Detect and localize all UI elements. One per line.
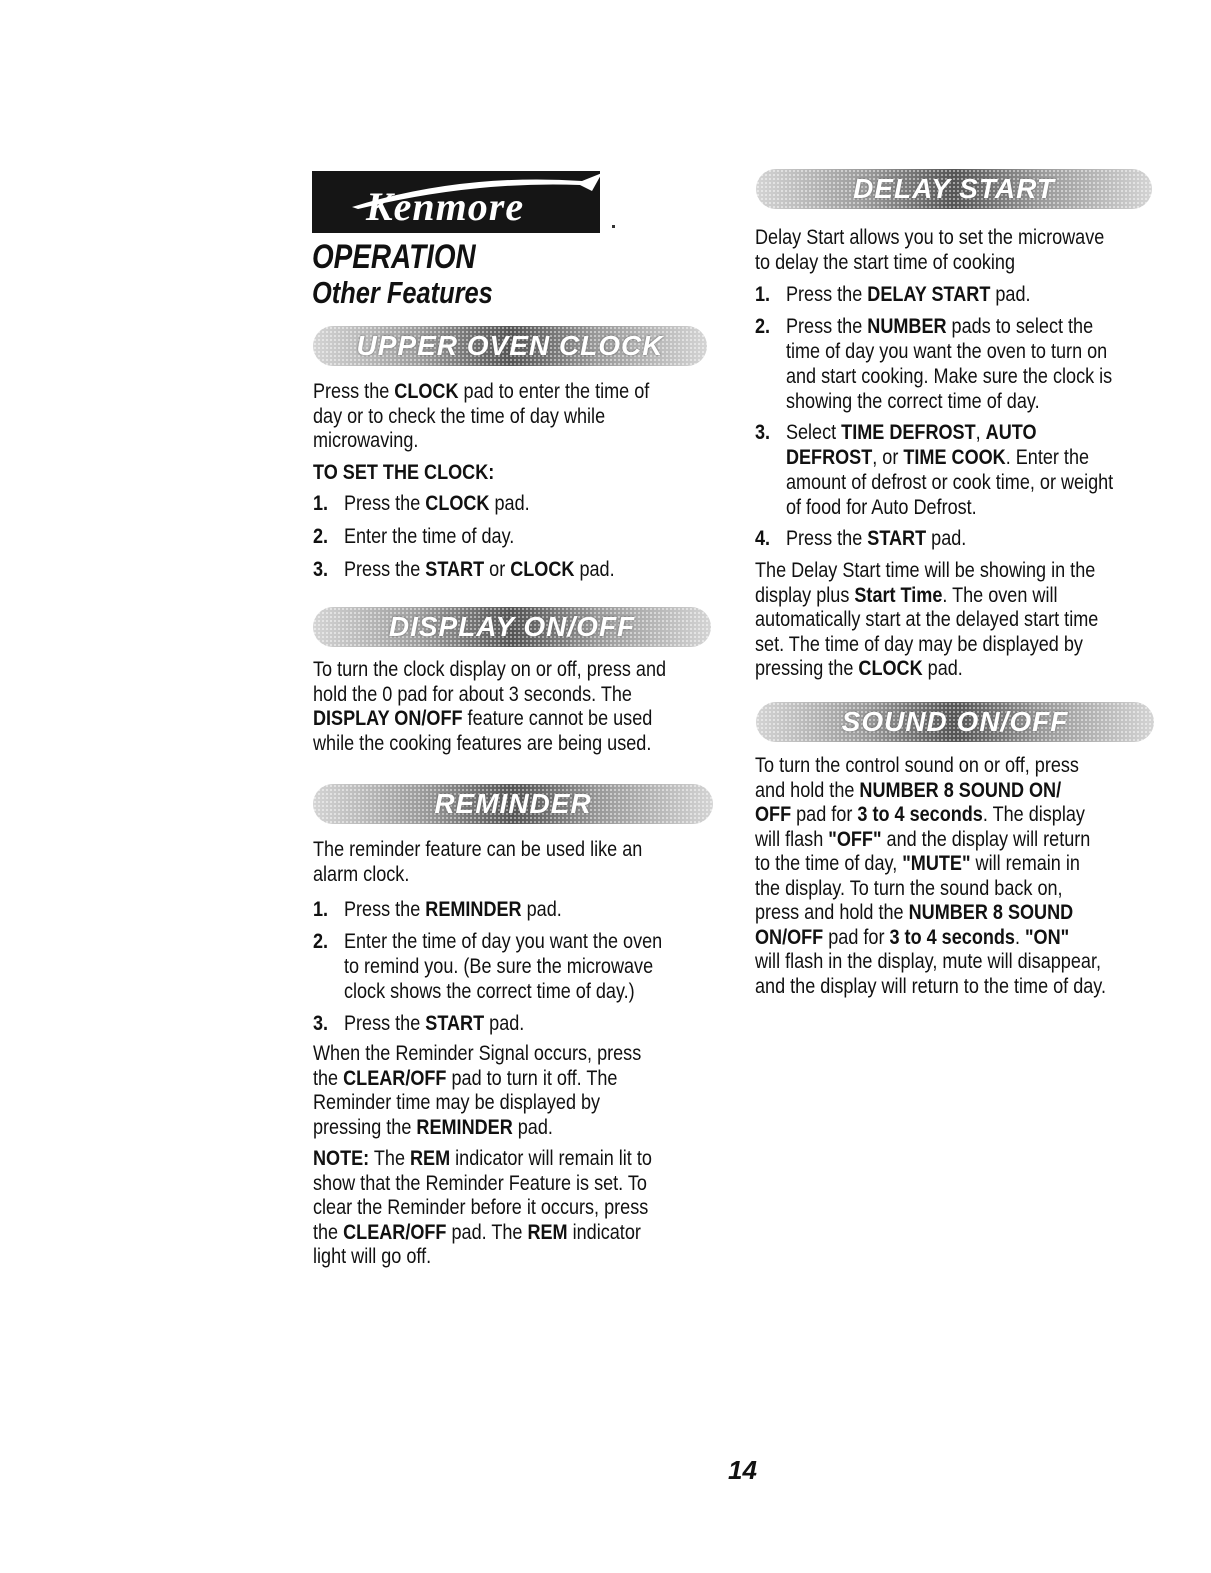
upper-oven-clock-intro: Press the CLOCK pad to enter the time of day or to check the time of day while microwaving.	[313, 380, 650, 452]
clock-step-2: 2. Enter the time of day.	[313, 525, 515, 548]
page-subtitle: Other Features	[312, 275, 493, 310]
delay-start-after: The Delay Start time will be showing in the display plus Start Time. The oven will automatically start at the delayed start time set. The time of day may be displayed by pressing the CLOCK pad.	[755, 559, 1099, 680]
banner-sound-onoff-label: SOUND ON/OFF	[841, 706, 1069, 737]
banner-delay-start	[756, 169, 1152, 209]
delay-step-1: 1. Press the DELAY START pad.	[755, 283, 1031, 306]
logo-text: Kenmore	[366, 184, 525, 229]
reminder-intro: The reminder feature can be used like an alarm clock.	[313, 838, 643, 886]
kenmore-logo	[312, 171, 616, 233]
delay-step-4: 4. Press the START pad.	[755, 527, 967, 550]
page-number: 14	[728, 1455, 757, 1485]
display-onoff-text: To turn the clock display on or off, press and hold the 0 pad for about 3 seconds. The DISPLAY ON/OFF feature cannot be used while the cooking features are being used.	[313, 658, 667, 755]
banner-upper-oven-clock-label: UPPER OVEN CLOCK	[356, 330, 664, 361]
banner-delay-start-label: DELAY START	[853, 173, 1055, 204]
delay-step-3: 3. Select TIME DEFROST, AUTO DEFROST, or TIME COOK. Enter the amount of defrost or cook time, or weight of food for Auto Defrost.	[755, 421, 1114, 519]
sound-onoff-text: To turn the control sound on or off, press and hold the NUMBER 8 SOUND ON/ OFF pad for 3 to 4 seconds. The display will flash "OFF" and the display will return to the time of day, "MUTE" will remain in the display. To turn the sound back on, press and hold the NUMBER 8 SOUND ON/OFF pad for 3 to 4 seconds. "ON" will flash in the display, mute will disappear, and the display will return to the time of day.	[755, 754, 1107, 998]
clock-step-1: 1. Press the CLOCK pad.	[313, 492, 530, 515]
logo-registered-mark	[612, 225, 615, 228]
page-title: OPERATION	[312, 238, 476, 276]
reminder-step-1: 1. Press the REMINDER pad.	[313, 898, 562, 921]
banner-display-onoff	[313, 607, 711, 647]
banner-reminder-label: REMINDER	[434, 788, 592, 819]
delay-step-2: 2. Press the NUMBER pads to select the time of day you want the oven to turn on and start cooking. Make sure the clock is showing the correct time of day.	[755, 315, 1113, 413]
reminder-note: NOTE: The REM indicator will remain lit to show that the Reminder Feature is set. To clear the Reminder before it occurs, press the CLEAR/OFF pad. The REM indicator light will go off.	[313, 1147, 652, 1268]
banner-reminder	[313, 784, 713, 824]
reminder-step-3: 3. Press the START pad.	[313, 1012, 525, 1035]
reminder-signal-text: When the Reminder Signal occurs, press the CLEAR/OFF pad to turn it off. The Reminder time may be displayed by pressing the REMINDER pad.	[313, 1042, 642, 1139]
delay-start-intro: Delay Start allows you to set the microwave to delay the start time of cooking	[755, 226, 1105, 274]
banner-sound-onoff	[756, 702, 1154, 742]
set-clock-heading: TO SET THE CLOCK:	[313, 461, 495, 484]
banner-display-onoff-label: DISPLAY ON/OFF	[388, 611, 636, 642]
banner-upper-oven-clock	[313, 326, 707, 366]
reminder-step-2: 2. Enter the time of day you want the oven to remind you. (Be sure the microwave clock shows the correct time of day.)	[313, 930, 663, 1003]
clock-step-3: 3. Press the START or CLOCK pad.	[313, 558, 615, 581]
